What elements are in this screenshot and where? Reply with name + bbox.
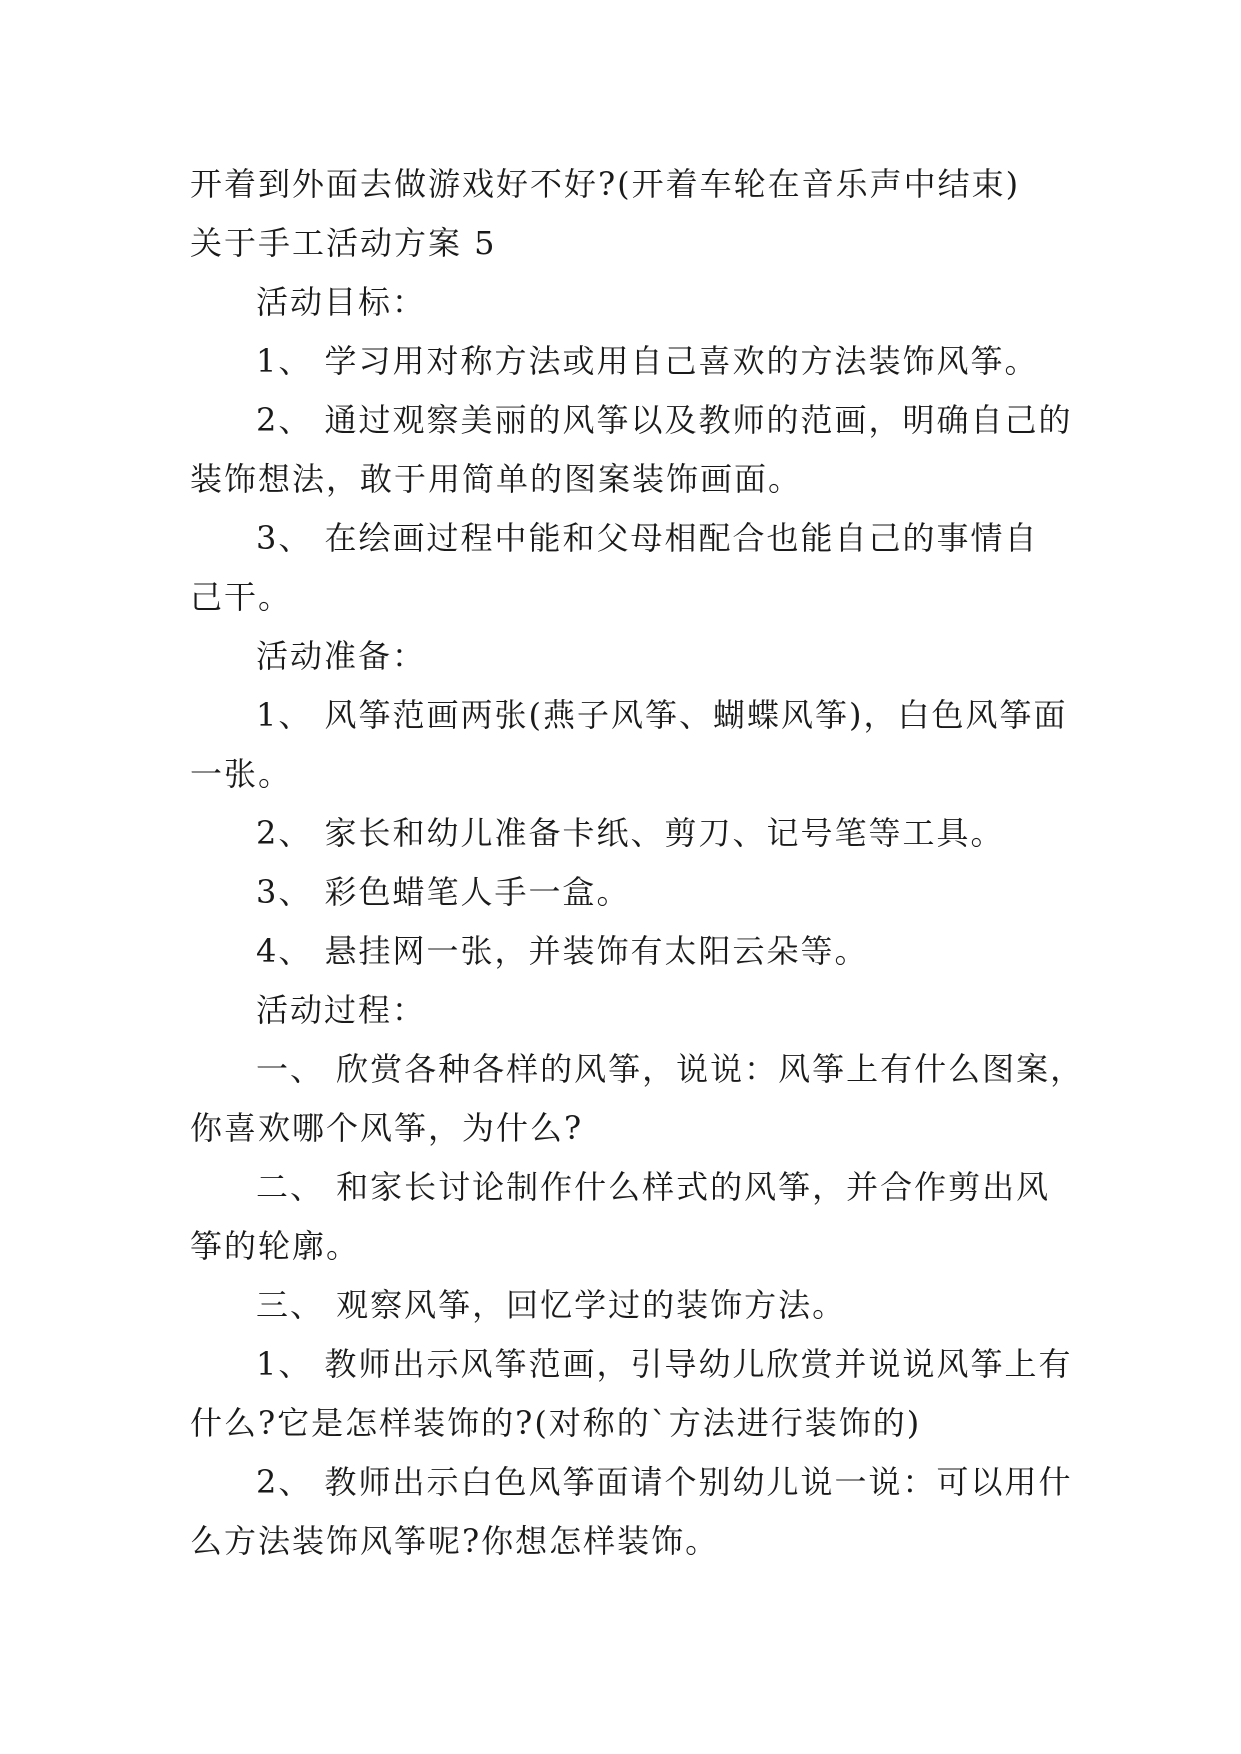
text-line: 你喜欢哪个风筝，为什么? <box>190 1109 584 1147</box>
text-line: 1、 风筝范画两张(燕子风筝、蝴蝶风筝)，白色风筝面 <box>256 696 1068 734</box>
text-line: 2、 教师出示白色风筝面请个别幼儿说一说：可以用什 <box>256 1463 1073 1501</box>
text-line: 么方法装饰风筝呢?你想怎样装饰。 <box>190 1522 720 1560</box>
text-line: 己干。 <box>190 578 293 616</box>
text-line: 1、 学习用对称方法或用自己喜欢的方法装饰风筝。 <box>256 342 1039 380</box>
heading-activity-goals: 活动目标： <box>256 283 427 321</box>
text-line: 3、 在绘画过程中能和父母相配合也能自己的事情自 <box>256 519 1039 557</box>
text-line: 1、 教师出示风筝范画，引导幼儿欣赏并说说风筝上有 <box>256 1345 1073 1383</box>
text-line: 4、 悬挂网一张，并装饰有太阳云朵等。 <box>256 932 869 970</box>
text-line: 二、 和家长讨论制作什么样式的风筝，并合作剪出风 <box>256 1168 1051 1206</box>
heading-activity-prep: 活动准备： <box>256 637 427 675</box>
text-line: 2、 通过观察美丽的风筝以及教师的范画，明确自己的 <box>256 401 1073 439</box>
text-line: 装饰想法，敢于用简单的图案装饰画面。 <box>190 460 803 498</box>
text-line: 2、 家长和幼儿准备卡纸、剪刀、记号笔等工具。 <box>256 814 1005 852</box>
text-line: 3、 彩色蜡笔人手一盒。 <box>256 873 631 911</box>
text-line: 筝的轮廓。 <box>190 1227 361 1265</box>
section-title: 关于手工活动方案 5 <box>190 224 497 262</box>
text-line: 一、 欣赏各种各样的风筝，说说：风筝上有什么图案， <box>256 1050 1085 1088</box>
text-line: 开着到外面去做游戏好不好?(开着车轮在音乐声中结束) <box>190 165 1021 203</box>
text-line: 一张。 <box>190 755 293 793</box>
heading-activity-process: 活动过程： <box>256 991 427 1029</box>
text-line: 三、 观察风筝，回忆学过的装饰方法。 <box>256 1286 847 1324</box>
text-line: 什么?它是怎样装饰的?(对称的`方法进行装饰的) <box>190 1404 922 1442</box>
